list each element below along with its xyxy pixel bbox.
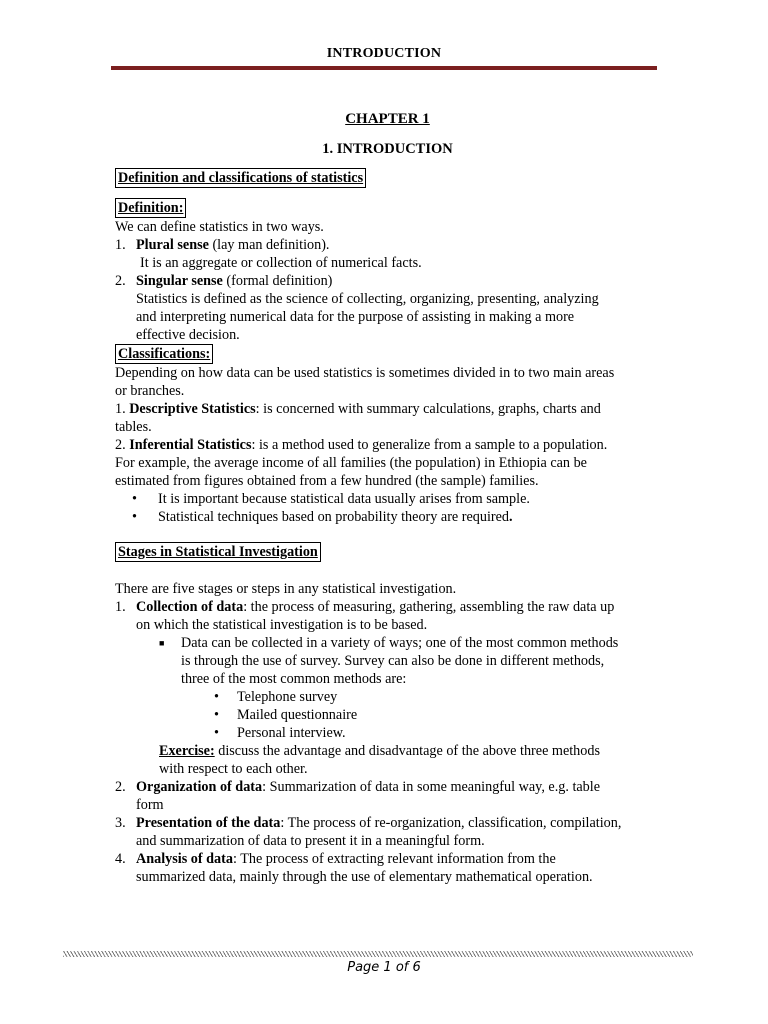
section-heading-stages: Stages in Statistical Investigation [115, 542, 321, 562]
term-plural-sense: Plural sense [136, 237, 209, 253]
definition-heading: Definition: [115, 198, 186, 218]
term-inferential-statistics: Inferential Statistics [129, 437, 252, 453]
stage-item-organization [115, 778, 660, 796]
presentation-text: : The process of re-organization, classification, compilation, [280, 815, 622, 831]
bullet-dot-icon: • [214, 707, 219, 723]
method-item [115, 688, 660, 706]
bullet-item [115, 508, 660, 526]
page-content [115, 110, 660, 886]
bullet-text: It is important because statistical data usually arises from sample. [158, 491, 530, 507]
list-number: 1. [115, 237, 126, 253]
term-descriptive-statistics: Descriptive Statistics [129, 401, 256, 417]
stage-item-presentation [115, 814, 660, 832]
chapter-title-text: . INTRODUCTION [329, 141, 453, 157]
footer-rule [63, 951, 693, 957]
singular-sense-description-line: effective decision. [136, 327, 240, 343]
bullet-dot-icon: • [214, 689, 219, 705]
section-heading-definition: Definition and classifications of statistics [115, 168, 366, 188]
singular-sense-description-line: Statistics is defined as the science of collecting, organizing, presenting, analyzing [136, 291, 599, 307]
bullet-text: Statistical techniques based on probability theory are required [158, 509, 510, 525]
classifications-heading: Classifications: [115, 344, 213, 364]
exercise-text-cont: with respect to each other. [159, 761, 308, 777]
inferential-statistics-text: : is a method used to generalize from a sample to a population. [251, 437, 608, 453]
classifications-paragraph-line: Depending on how data can be used statistics is sometimes divided in to two main areas [115, 365, 615, 381]
list-item-singular [115, 272, 660, 290]
classifications-paragraph-line: or branches. [115, 383, 185, 399]
bullet-dot-icon: • [132, 509, 137, 525]
chapter-label: CHAPTER 1 [345, 111, 430, 127]
descriptive-statistics-item [115, 400, 660, 418]
term-presentation-of-data: Presentation of the data [136, 815, 281, 831]
collection-text: : the process of measuring, gathering, assembling the raw data up [243, 599, 615, 615]
bullet-dot-icon: • [132, 491, 137, 507]
exercise-label: Exercise: [159, 743, 215, 759]
descriptive-statistics-text-cont: tables. [115, 419, 152, 435]
inferential-example-line: For example, the average income of all families (the population) in Ethiopia can be [115, 455, 587, 471]
exercise-text: discuss the advantage and disadvantage of the above three methods [214, 743, 600, 759]
analysis-text-cont: summarized data, mainly through the use of elementary mathematical operation. [136, 869, 593, 885]
running-header: INTRODUCTION [326, 46, 442, 61]
chapter-number: 1 [322, 141, 330, 157]
header-rule [111, 66, 657, 70]
square-bullet-text: three of the most common methods are: [181, 671, 407, 687]
exercise-note [115, 742, 660, 760]
stages-intro: There are five stages or steps in any statistical investigation. [115, 581, 457, 597]
method-item [115, 724, 660, 742]
term-singular-sense: Singular sense [136, 273, 223, 289]
list-number: 2. [115, 437, 130, 453]
bullet-item [115, 490, 660, 508]
square-bullet-text: is through the use of survey. Survey can also be done in different methods, [181, 653, 605, 669]
bullet-dot-icon: • [214, 725, 219, 741]
term-analysis-of-data: Analysis of data [136, 851, 233, 867]
method-text: Mailed questionnaire [237, 707, 358, 723]
term-organization-of-data: Organization of data [136, 779, 263, 795]
inferential-statistics-item [115, 436, 660, 454]
plural-sense-description: It is an aggregate or collection of numerical facts. [140, 255, 422, 271]
term-plural-sense-note: (lay man definition). [208, 237, 330, 253]
stage-item-collection [115, 598, 660, 616]
square-bullet-text-cont [115, 652, 660, 670]
list-number: 1. [115, 401, 130, 417]
bullet-end-period: . [509, 509, 513, 525]
singular-sense-description-line: and interpreting numerical data for the purpose of assisting in making a more [136, 309, 575, 325]
square-bullet-item [115, 634, 660, 652]
inferential-example-line: estimated from figures obtained from a few hundred (the sample) families. [115, 473, 539, 489]
presentation-text-cont: and summarization of data to present it in a meaningful form. [136, 833, 485, 849]
analysis-text: : The process of extracting relevant information from the [232, 851, 556, 867]
list-number: 1. [115, 599, 126, 615]
list-number: 4. [115, 851, 126, 867]
method-item [115, 706, 660, 724]
square-bullet-text: Data can be collected in a variety of ways; one of the most common methods [181, 635, 619, 651]
list-item-plural [115, 236, 660, 254]
term-collection-of-data: Collection of data [136, 599, 244, 615]
stage-item-analysis [115, 850, 660, 868]
definition-intro: We can define statistics in two ways. [115, 219, 324, 235]
organization-text-cont: form [136, 797, 164, 813]
list-number: 3. [115, 815, 126, 831]
square-bullet-icon: ■ [159, 638, 165, 648]
square-bullet-text-cont [115, 670, 660, 688]
descriptive-statistics-text: : is concerned with summary calculations, graphs, charts and [255, 401, 601, 417]
list-number: 2. [115, 273, 126, 289]
method-text: Personal interview. [237, 725, 346, 741]
chapter-title [115, 140, 660, 158]
list-number: 2. [115, 779, 126, 795]
organization-text: : Summarization of data in some meaningful way, e.g. table [262, 779, 601, 795]
page-number: Page 1 of 6 [347, 960, 421, 975]
term-singular-sense-note: (formal definition) [222, 273, 333, 289]
method-text: Telephone survey [237, 689, 338, 705]
collection-text-cont: on which the statistical investigation is to be based. [136, 617, 428, 633]
